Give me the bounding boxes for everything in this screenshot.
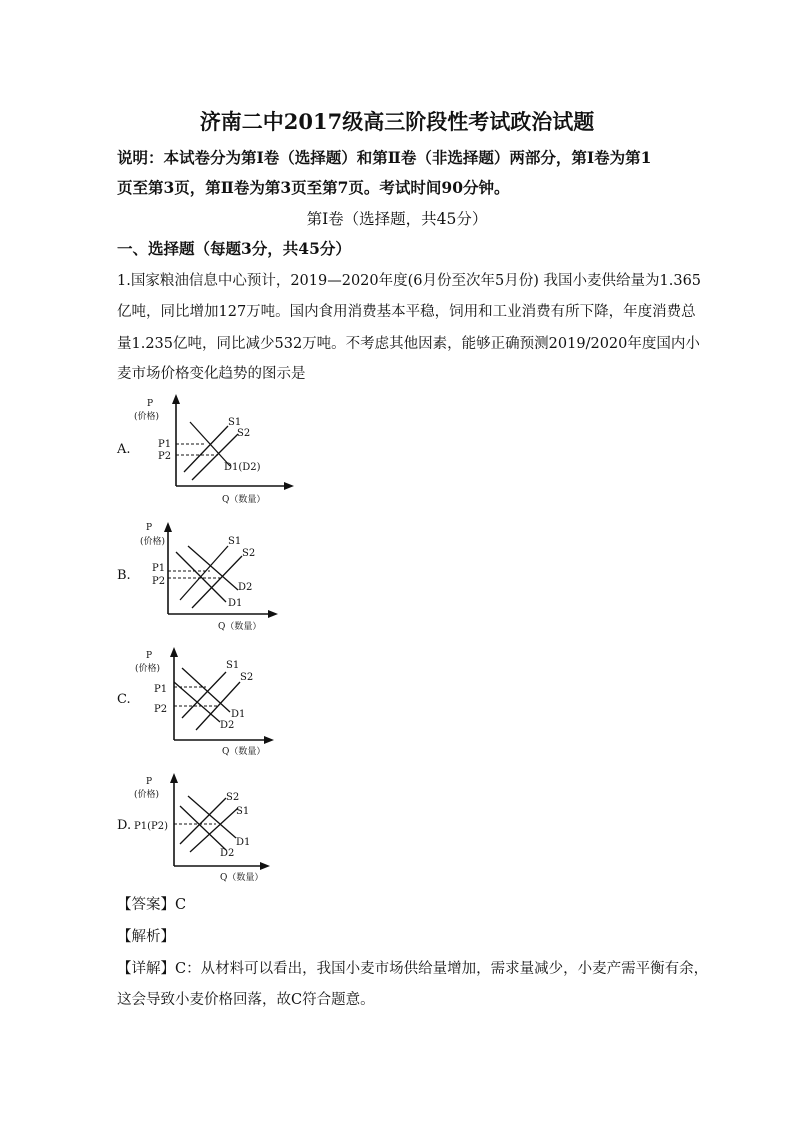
option-c-d2: D2 [220,720,235,731]
part-title: 一、选择题（每题3分，共45分） [117,239,351,258]
option-d-s2: S2 [226,792,240,803]
option-a-d: D1(D2) [224,462,261,473]
option-b-x-axis: Q（数量） [218,622,262,632]
option-c-p1: P1 [154,684,168,695]
question-line-4: 麦市场价格变化趋势的图示是 [117,366,306,382]
question-line-2: 亿吨，同比增加127万吨。国内食用消费基本平稳，饲用和工业消费有所下降，年度消费总 [117,304,696,320]
option-c-d1: D1 [231,709,246,720]
option-b-label: B. [117,568,131,583]
option-b-s2: S2 [242,548,256,559]
option-b-d2: D2 [238,582,253,593]
option-a-graph [130,392,310,511]
detail-line-2: 这会导致小麦价格回落，故C符合题意。 [117,992,375,1008]
question-line-1: 1.国家粮油信息中心预计，2019—2020年度(6月份至次年5月份) 我国小麦供给量为1.365 [117,273,702,289]
option-c-s2: S2 [240,672,254,683]
answer-value: C [175,897,187,913]
option-a-y-unit: (价格) [134,412,160,422]
option-b-y-unit: (价格) [140,537,166,547]
detail-line-1 [117,957,708,978]
analysis-label: 【解析】 [117,929,175,945]
question-line-3: 量1.235亿吨，同比减少532万吨。不考虑其他因素，能够正确预测2019/2020年度国内小 [117,336,700,352]
option-a-y-axis: P [147,399,154,409]
option-a-x-axis: Q（数量） [222,495,266,505]
option-d-y-axis: P [146,777,153,787]
option-d-x-axis: Q（数量） [220,873,264,883]
detail-text-1: C：从材料可以看出，我国小麦市场供给量增加，需求量减少，小麦产需平衡有余， [175,961,709,977]
answer [117,893,186,914]
option-b-p1: P1 [152,563,166,574]
option-c-x-axis: Q（数量） [222,747,266,757]
option-a-s2: S2 [237,428,251,439]
option-d-p: P1(P2) [134,821,168,832]
instructions-line-1: 说明：本试卷分为第Ⅰ卷（选择题）和第Ⅱ卷（非选择题）两部分，第Ⅰ卷为第1 [117,148,652,167]
detail-label: 【详解】 [117,961,175,977]
option-a-label: A. [117,442,131,457]
option-c-s1: S1 [226,660,240,671]
option-c-p2: P2 [154,704,168,715]
option-b-s1: S1 [228,536,242,547]
option-c-graph [130,642,300,762]
option-d-d2: D2 [220,848,235,859]
option-b-p2: P2 [152,576,166,587]
option-c-y-unit: (价格) [135,664,161,674]
instructions-line-2: 页至第3页，第Ⅱ卷为第3页至第7页。考试时间90分钟。 [117,178,510,197]
page-title: 济南二中2017级高三阶段性考试政治试题 [199,109,595,134]
section-title: 第Ⅰ卷（选择题，共45分） [306,210,488,228]
option-d-s1: S1 [236,806,250,817]
option-d-d1: D1 [236,837,251,848]
option-c-label: C. [117,692,131,707]
option-c-y-axis: P [146,651,153,661]
option-b-y-axis: P [146,523,153,533]
option-d-graph [134,770,304,890]
option-a-p1: P1 [158,439,172,450]
option-a-p2: P2 [158,451,172,462]
option-a-s1: S1 [228,417,242,428]
option-b-d1: D1 [228,598,243,609]
option-b-graph [140,516,310,636]
option-d-label: D. [117,818,132,833]
option-d-y-unit: (价格) [134,790,160,800]
answer-label: 【答案】 [117,897,175,913]
